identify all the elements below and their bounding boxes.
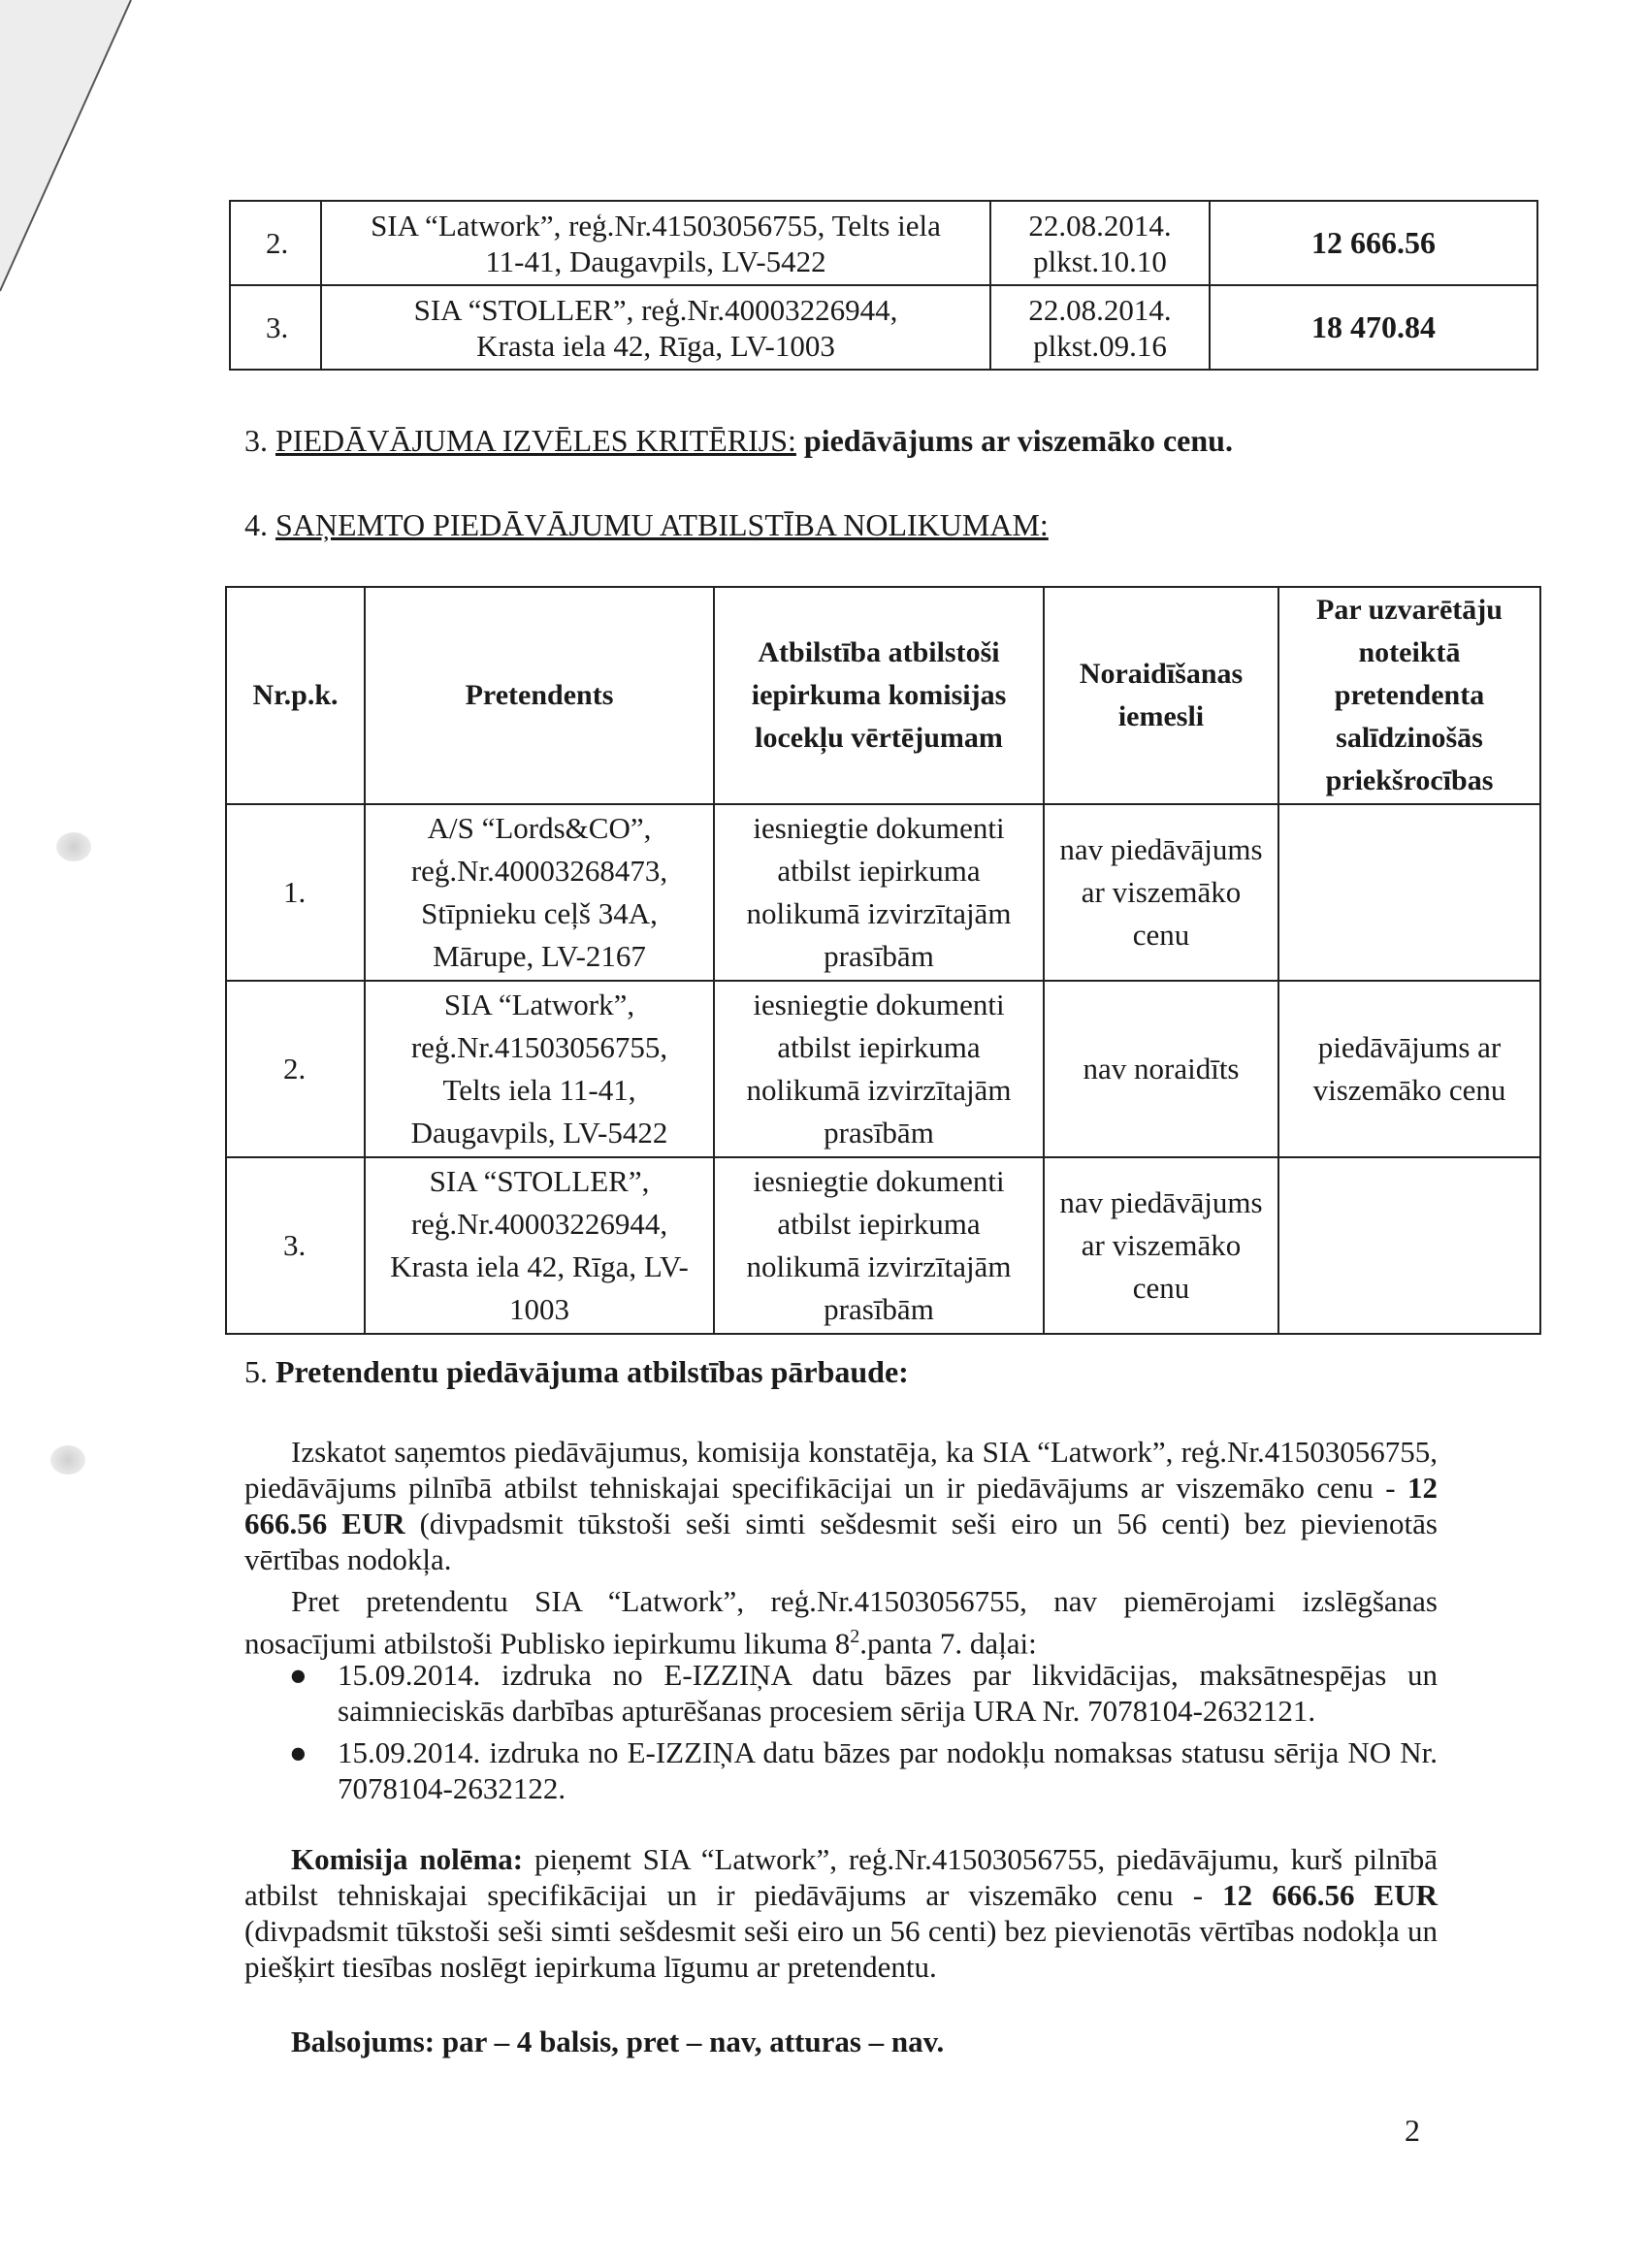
bidder-line: SIA “Latwork”, reģ.Nr.41503056755, Telts iela bbox=[371, 208, 941, 243]
exclusion-paragraph bbox=[244, 1583, 1438, 1661]
findings-text: Izskatot saņemtos piedāvājumus, komisija konstatēja, ka SIA “Latwork”, reģ.Nr.41503056755, piedāvājums pilnībā atbilst tehniskajai specifikācijai un ir piedāvājums ar viszemāko cenu - bbox=[244, 1435, 1438, 1505]
compliance-cell: iesniegtie dokumenti atbilst iepirkuma nolikumā izvirzītajām prasībām bbox=[714, 981, 1044, 1157]
section-number: 5. bbox=[244, 1354, 268, 1389]
list-item-text: 15.09.2014. izdruka no E-IZZIŅA datu bāzes par likvidācijas, maksātnespējas un saimnieciskās darbības apturēšanas procesiem sērija URA Nr. 7078104-2632121. bbox=[338, 1658, 1438, 1728]
compliance-cell: iesniegtie dokumenti atbilst iepirkuma nolikumā izvirzītajām prasībām bbox=[714, 804, 1044, 981]
column-header: Pretendents bbox=[365, 587, 714, 804]
submission-time: plkst.09.16 bbox=[1033, 328, 1167, 363]
page-corner-fold bbox=[0, 0, 136, 330]
row-number: 1. bbox=[226, 804, 365, 981]
column-header: Nr.p.k. bbox=[226, 587, 365, 804]
section-title: Pretendentu piedāvājuma atbilstības pārbaude: bbox=[275, 1354, 909, 1389]
rejection-reason-cell: nav piedāvājums ar viszemāko cenu bbox=[1044, 1157, 1278, 1334]
column-header: Noraidīšanas iemesli bbox=[1044, 587, 1278, 804]
submission-cell bbox=[990, 285, 1210, 370]
column-header: Par uzvarētāju noteiktā pretendenta salīdzinošās priekšrocības bbox=[1278, 587, 1540, 804]
decision-label: Komisija nolēma: bbox=[291, 1842, 524, 1876]
offer-price: 18 470.84 bbox=[1210, 285, 1537, 370]
advantages-cell bbox=[1278, 1157, 1540, 1334]
bidder-line: Krasta iela 42, Rīga, LV-1003 bbox=[476, 328, 835, 363]
section-number: 3. bbox=[244, 423, 268, 458]
bidder-cell: SIA “STOLLER”, reģ.Nr.40003226944, Krasta iela 42, Rīga, LV-1003 bbox=[365, 1157, 714, 1334]
bullet-icon: ● bbox=[289, 1735, 307, 1769]
list-item-text: 15.09.2014. izdruka no E-IZZIŅA datu bāzes par nodokļu nomaksas statusu sērija NO Nr. 7078104-2632122. bbox=[338, 1735, 1438, 1805]
selection-criterion: piedāvājums ar viszemāko cenu. bbox=[803, 423, 1233, 458]
decision-amount: 12 666.56 EUR bbox=[1222, 1878, 1438, 1912]
table-row bbox=[226, 981, 1540, 1157]
section-label: SAŅEMTO PIEDĀVĀJUMU ATBILSTĪBA NOLIKUMAM: bbox=[275, 507, 1049, 542]
bidder-line: SIA “STOLLER”, reģ.Nr.40003226944, bbox=[413, 292, 898, 327]
section-3-heading bbox=[244, 423, 1233, 459]
offer-price: 12 666.56 bbox=[1210, 201, 1537, 285]
bidder-cell bbox=[321, 201, 990, 285]
section-4-heading bbox=[244, 507, 1049, 543]
vote-line: Balsojums: par – 4 balsis, pret – nav, atturas – nav. bbox=[291, 2025, 945, 2058]
offer-amount: 12 666.56 EUR bbox=[244, 1471, 1438, 1540]
section-label: PIEDĀVĀJUMA IZVĒLES KRITĒRIJS: bbox=[275, 423, 796, 458]
bullet-icon: ● bbox=[289, 1658, 307, 1692]
row-number: 2. bbox=[230, 201, 321, 285]
section-number: 4. bbox=[244, 507, 268, 542]
findings-text: (divpadsmit tūkstoši seši simti sešdesmit seši eiro un 56 centi) bez pievienotās vērtības nodokļa. bbox=[244, 1507, 1438, 1576]
advantages-cell bbox=[1278, 804, 1540, 981]
row-number: 2. bbox=[226, 981, 365, 1157]
evidence-list bbox=[244, 1657, 1438, 1812]
page-number: 2 bbox=[1405, 2113, 1420, 2148]
exclusion-text: Pret pretendentu SIA “Latwork”, reģ.Nr.41503056755, nav piemērojami izslēgšanas nosacījumi atbilstoši Publisko iepirkumu likuma 8 bbox=[244, 1584, 1438, 1661]
punch-hole-mark bbox=[50, 1445, 85, 1474]
bidder-cell: SIA “Latwork”, reģ.Nr.41503056755, Telts iela 11-41, Daugavpils, LV-5422 bbox=[365, 981, 714, 1157]
table-row bbox=[226, 1157, 1540, 1334]
row-number: 3. bbox=[226, 1157, 365, 1334]
table-row bbox=[226, 804, 1540, 981]
submission-cell bbox=[990, 201, 1210, 285]
rejection-reason-cell: nav piedāvājums ar viszemāko cenu bbox=[1044, 804, 1278, 981]
law-superscript: 2 bbox=[850, 1626, 860, 1647]
table-header-row bbox=[226, 587, 1540, 804]
decision-text: pieņemt SIA “Latwork”, reģ.Nr.41503056755, piedāvājumu, kurš pilnībā atbilst tehniskajai specifikācijai un ir piedāvājums ar viszemāko cenu - bbox=[244, 1842, 1438, 1912]
punch-hole-mark bbox=[56, 832, 91, 861]
compliance-table bbox=[225, 586, 1541, 1335]
bidder-cell: A/S “Lords&CO”, reģ.Nr.40003268473, Stīpnieku ceļš 34A, Mārupe, LV-2167 bbox=[365, 804, 714, 981]
findings-paragraph bbox=[244, 1434, 1438, 1577]
rejection-reason-cell: nav noraidīts bbox=[1044, 981, 1278, 1157]
list-item bbox=[244, 1734, 1438, 1806]
submission-time: plkst.10.10 bbox=[1033, 243, 1167, 278]
submission-date: 22.08.2014. bbox=[1028, 208, 1172, 243]
exclusion-text: .panta 7. daļai: bbox=[859, 1626, 1037, 1661]
list-item bbox=[244, 1657, 1438, 1729]
offers-table bbox=[229, 200, 1538, 371]
row-number: 3. bbox=[230, 285, 321, 370]
bidder-cell bbox=[321, 285, 990, 370]
table-row bbox=[230, 285, 1537, 370]
bidder-line: 11-41, Daugavpils, LV-5422 bbox=[485, 243, 826, 278]
column-header: Atbilstība atbilstoši iepirkuma komisijas locekļu vērtējumam bbox=[714, 587, 1044, 804]
submission-date: 22.08.2014. bbox=[1028, 292, 1172, 327]
decision-text: (divpadsmit tūkstoši seši simti sešdesmit seši eiro un 56 centi) bez pievienotās vērtības nodokļa un piešķirt tiesības noslēgt iepirkuma līgumu ar pretendentu. bbox=[244, 1914, 1438, 1984]
decision-paragraph bbox=[244, 1841, 1438, 1985]
compliance-cell: iesniegtie dokumenti atbilst iepirkuma nolikumā izvirzītajām prasībām bbox=[714, 1157, 1044, 1334]
table-row bbox=[230, 201, 1537, 285]
section-5-heading bbox=[244, 1354, 909, 1390]
advantages-cell: piedāvājums ar viszemāko cenu bbox=[1278, 981, 1540, 1157]
